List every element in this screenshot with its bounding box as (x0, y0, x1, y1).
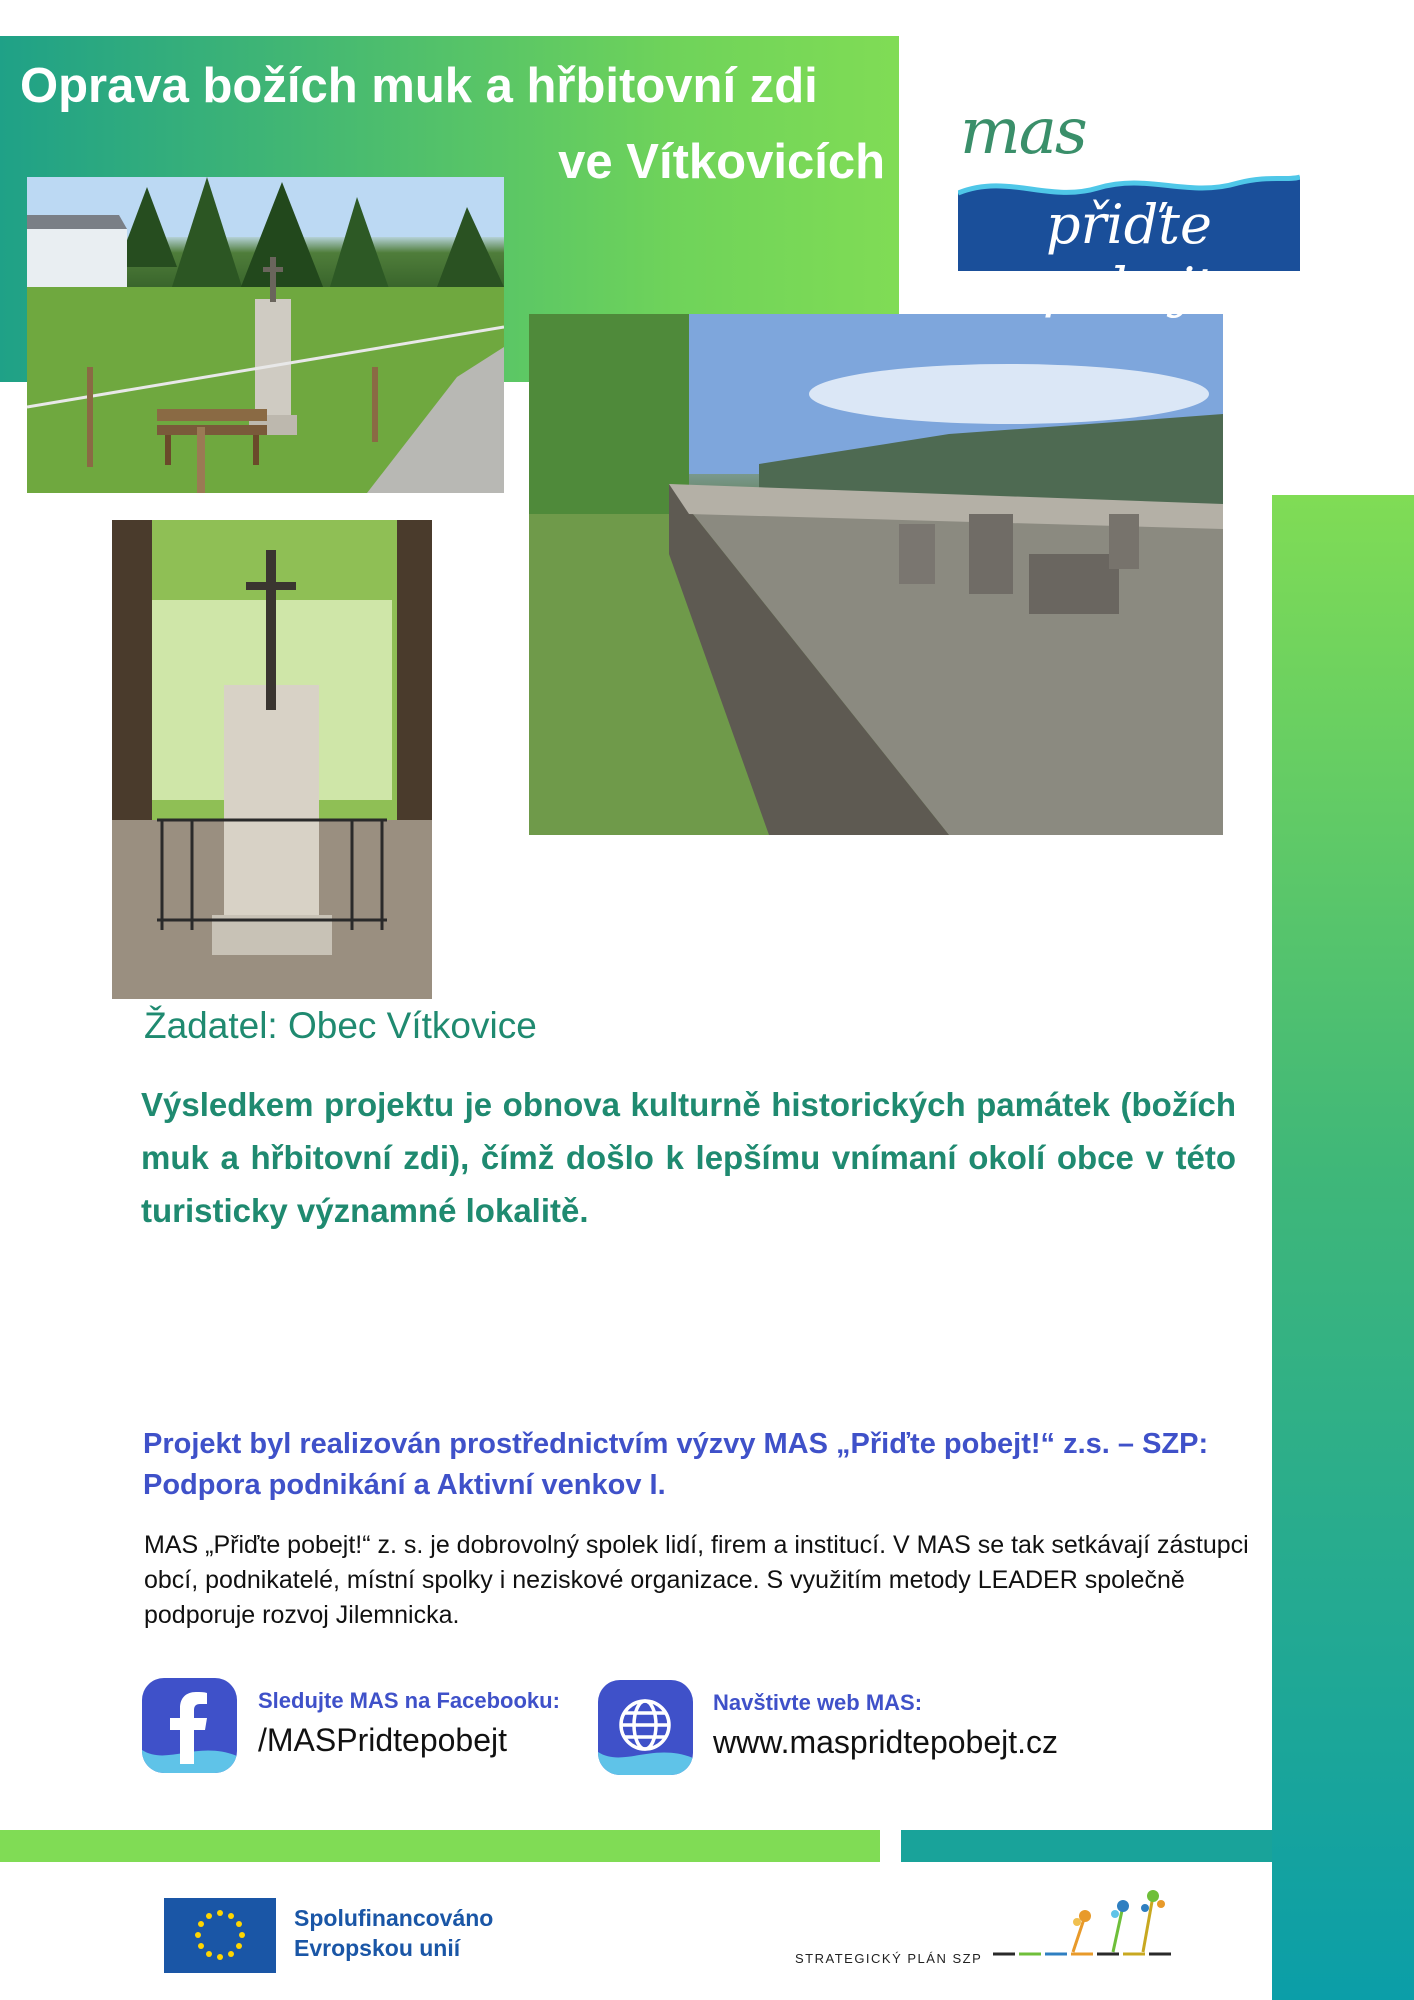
eu-cofinanced-text (294, 1903, 493, 1963)
photo-cemetery-wall (529, 314, 1223, 835)
mas-about-text: MAS „Přiďte pobejt!“ z. s. je dobrovolný spolek lidí, firem a institucí. V MAS se tak setkávají zástupci obcí, podnikatelé, místní spolky i neziskové organizace. S využitím metody LEADER společně podporuje rozvoj Jilemnicka. (144, 1531, 1249, 1629)
footer-band-teal (901, 1830, 1272, 1862)
web-url-link[interactable]: www.maspridtepobejt.cz (713, 1724, 1059, 1760)
logo-tagline: přiďte pobejt (1042, 193, 1216, 319)
title-line-2: ve Vítkovicích (558, 135, 885, 189)
logo-wordmark: mas (960, 95, 1086, 169)
web-heading: Navštivte web MAS: (713, 1690, 923, 1715)
szp-logo (993, 1886, 1189, 1968)
globe-icon[interactable] (598, 1680, 693, 1775)
right-gradient-band (1272, 495, 1414, 2000)
facebook-handle-link[interactable]: /MASPridtepobejt (258, 1722, 508, 1758)
facebook-heading: Sledujte MAS na Facebooku: (258, 1688, 560, 1713)
applicant-line: Žadatel: Obec Vítkovice (144, 1005, 537, 1046)
eu-text-line-2: Evropskou unií (294, 1935, 461, 1961)
photo-stone-cross-railing (112, 520, 432, 999)
mas-logo (958, 95, 1300, 319)
eu-flag (164, 1898, 276, 1973)
szp-label: STRATEGICKÝ PLÁN SZP (795, 1951, 983, 1966)
eu-text-line-1: Spolufinancováno (294, 1905, 494, 1931)
project-realized-text: Projekt byl realizován prostřednictvím výzvy MAS „Přiďte pobejt!“ z.s. – SZP: Podpora podnikání a Aktivní venkov I. (143, 1428, 1209, 1501)
facebook-icon[interactable] (142, 1678, 237, 1773)
project-result-text: Výsledkem projektu je obnova kulturně historických památek (božích muk a hřbitovní zdi), čímž došlo k lepšímu vnímaní okolí obce v této turisticky významné lokalitě. (141, 1086, 1236, 1229)
footer-band-green (0, 1830, 880, 1862)
photo-wayside-shrine-meadow (27, 177, 504, 493)
title-line-1: Oprava božích muk a hřbitovní zdi (20, 59, 818, 113)
